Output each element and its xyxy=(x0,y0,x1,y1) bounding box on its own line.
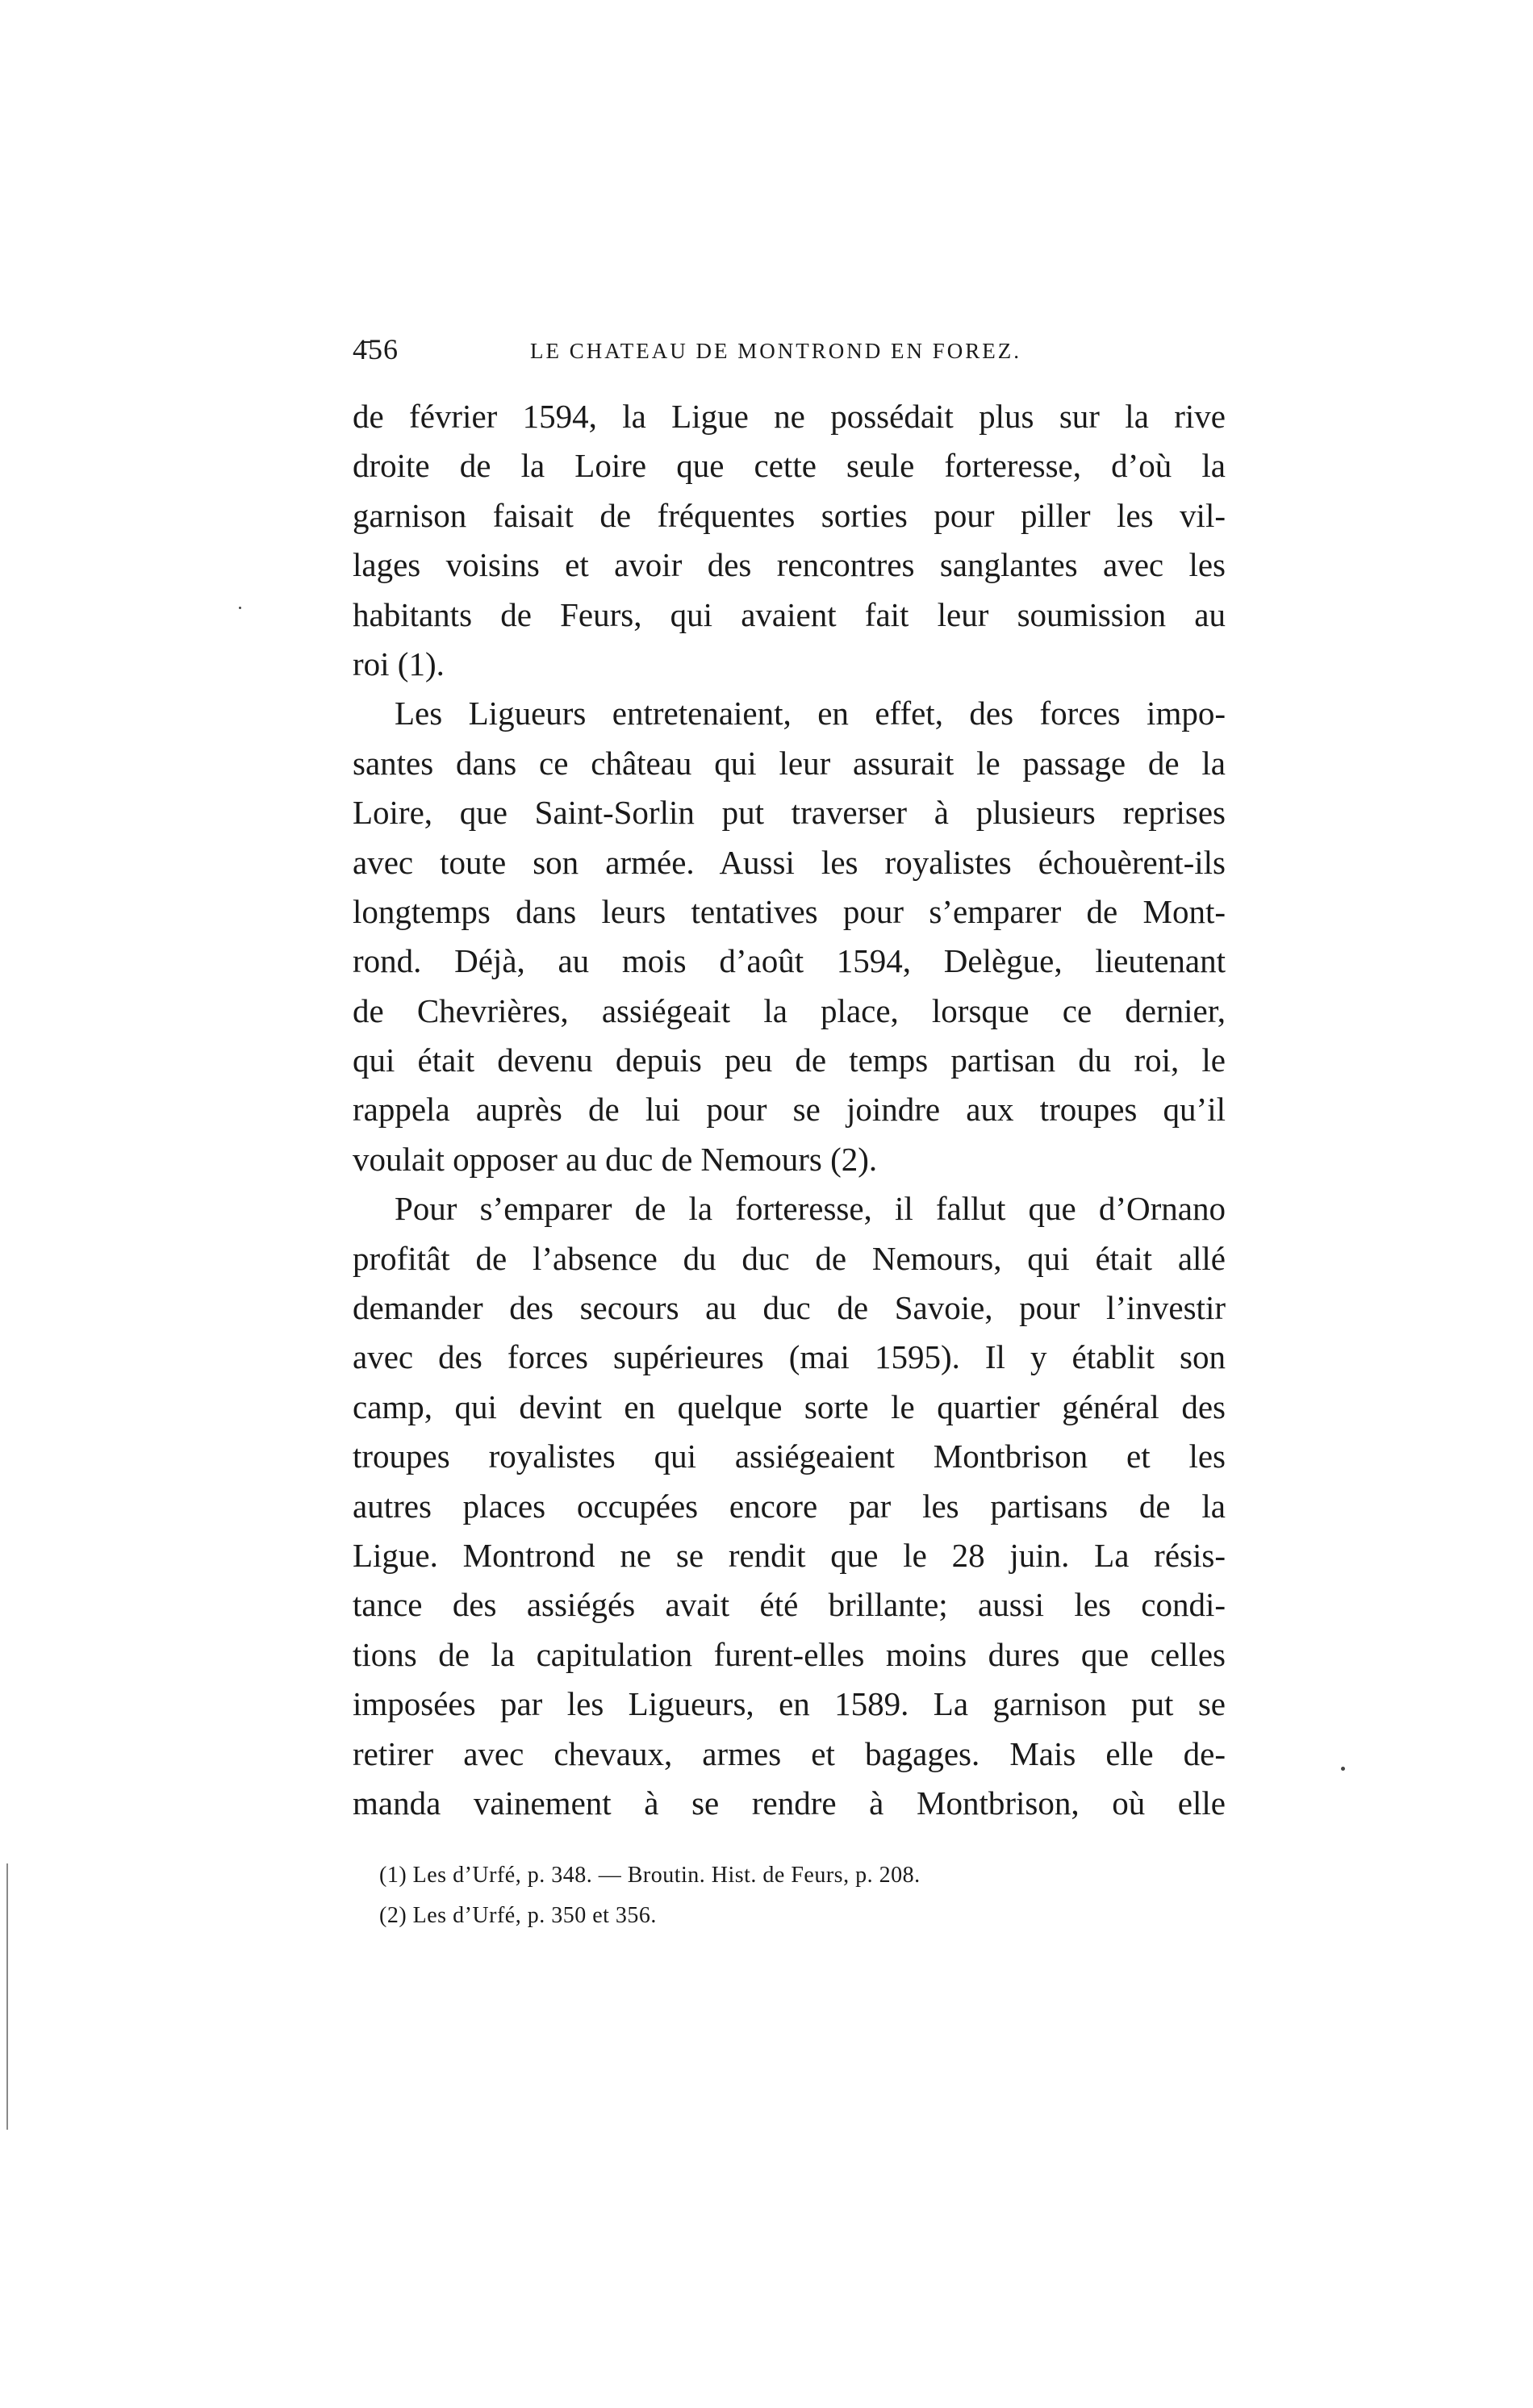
text-line: camp, qui devint en quelque sorte le quartier général des xyxy=(353,1388,1226,1425)
footnote: (2) Les d’Urfé, p. 350 et 356. xyxy=(379,1903,657,1928)
text-line: profitât de l’absence du duc de Nemours, qui était allé xyxy=(353,1239,1226,1277)
text-line: rond. Déjà, au mois d’août 1594, Delègue, lieutenant xyxy=(353,942,1226,980)
text-line: retirer avec chevaux, armes et bagages. Mais elle de- xyxy=(353,1734,1226,1772)
text-line: avec des forces supérieures (mai 1595). Il y établit son xyxy=(353,1338,1226,1376)
text-line: garnison faisait de fréquentes sorties pour piller les vil- xyxy=(353,496,1226,534)
text-line: manda vainement à se rendre à Montbrison, où elle xyxy=(353,1784,1226,1822)
text-line: Les Ligueurs entretenaient, en effet, des forces impo- xyxy=(395,695,1226,732)
running-head: LE CHATEAU DE MONTROND EN FOREZ. xyxy=(530,339,1021,363)
page-number: 4̄56 xyxy=(353,333,399,365)
footnotes xyxy=(379,1855,1218,1936)
text-line: lages voisins et avoir des rencontres sanglantes avec les xyxy=(353,546,1226,584)
text-line: de février 1594, la Ligue ne possédait plus sur la rive xyxy=(353,398,1226,435)
text-line: Loire, que Saint-Sorlin put traverser à plusieurs reprises xyxy=(353,794,1226,832)
text-line: avec toute son armée. Aussi les royalistes échouèrent-ils xyxy=(353,843,1226,881)
scan-margin-line xyxy=(6,1863,8,2130)
page-header xyxy=(353,332,1048,373)
text-line: santes dans ce château qui leur assurait le passage de la xyxy=(353,744,1226,782)
text-line: habitants de Feurs, qui avaient fait leur soumission au xyxy=(353,595,1226,633)
text-line: voulait opposer au duc de Nemours (2). xyxy=(353,1140,878,1178)
text-line: longtemps dans leurs tentatives pour s’emparer de Mont- xyxy=(353,892,1226,930)
text-line: tions de la capitulation furent-elles moins dures que celles xyxy=(353,1635,1226,1673)
text-line: tance des assiégés avait été brillante; aussi les condi- xyxy=(353,1586,1226,1624)
text-line: troupes royalistes qui assiégeaient Montbrison et les xyxy=(353,1438,1226,1475)
text-line: roi (1). xyxy=(353,645,445,682)
text-line: imposées par les Ligueurs, en 1589. La garnison put se xyxy=(353,1685,1226,1723)
text-line: Ligue. Montrond ne se rendit que le 28 juin. La résis- xyxy=(353,1536,1226,1574)
text-line: Pour s’emparer de la forteresse, il fallut que d’Ornano xyxy=(395,1190,1226,1228)
text-line: demander des secours au duc de Savoie, pour l’investir xyxy=(353,1289,1226,1327)
text-line: de Chevrières, assiégeait la place, lorsque ce dernier, xyxy=(353,991,1226,1029)
text-line: autres places occupées encore par les partisans de la xyxy=(353,1487,1226,1525)
scan-speck xyxy=(1341,1767,1345,1771)
body-text xyxy=(353,392,1226,1828)
text-line: rappela auprès de lui pour se joindre aux troupes qu’il xyxy=(353,1091,1226,1129)
text-line: droite de la Loire que cette seule forteresse, d’où la xyxy=(353,447,1226,485)
text-line: qui était devenu depuis peu de temps partisan du roi, le xyxy=(353,1041,1226,1079)
footnote: (1) Les d’Urfé, p. 348. — Broutin. Hist. de Feurs, p. 208. xyxy=(379,1863,921,1888)
scan-speck xyxy=(239,607,241,609)
